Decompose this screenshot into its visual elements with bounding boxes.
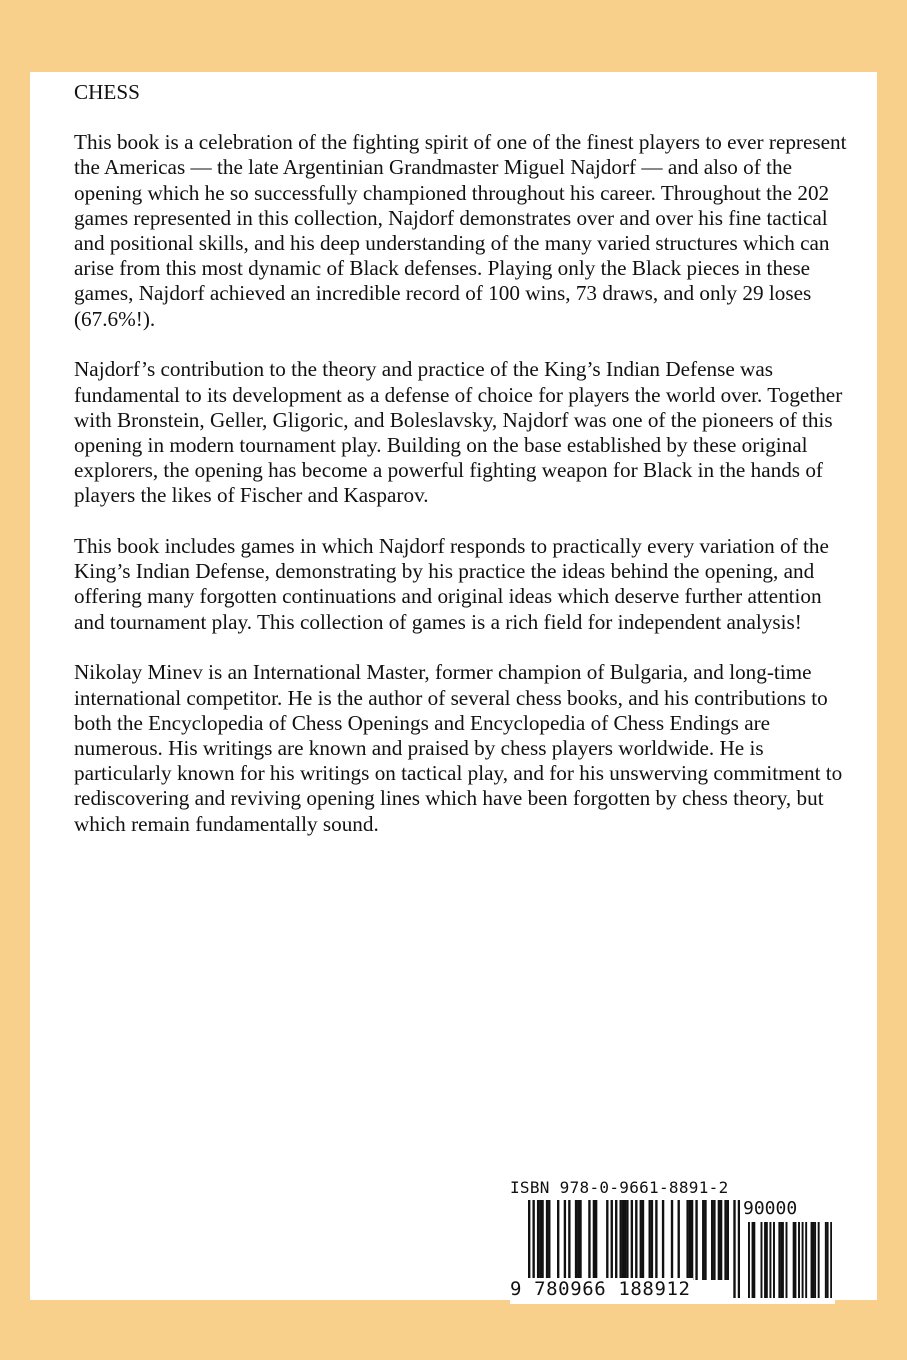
cover-top-band (0, 0, 907, 72)
cover-bottom-band (0, 1300, 907, 1360)
addon-barcode-bar (814, 1222, 816, 1298)
barcode-bar (738, 1200, 740, 1298)
isbn-barcode (510, 1176, 835, 1304)
addon-barcode-bar (830, 1222, 832, 1298)
barcode-bar (626, 1200, 628, 1280)
addon-barcode-bar (761, 1222, 763, 1298)
addon-barcode-bar (827, 1222, 829, 1298)
barcode-digits: 9 780966 188912 (510, 1278, 691, 1300)
addon-barcode-bar (811, 1222, 813, 1298)
barcode-bar (619, 1200, 621, 1280)
addon-barcode-bar (780, 1222, 782, 1298)
addon-barcode-bar (748, 1222, 750, 1298)
blurb-text (74, 80, 849, 862)
barcode-bar (615, 1200, 617, 1280)
barcode-bar (595, 1200, 597, 1280)
barcode-bar (678, 1200, 680, 1280)
barcode-bar (695, 1200, 697, 1280)
addon-barcode-bar (752, 1222, 754, 1298)
barcode-bar (702, 1200, 704, 1280)
barcode-bar (606, 1200, 608, 1280)
barcode-bar (671, 1200, 673, 1280)
barcode-bar (655, 1200, 657, 1280)
barcode-bar (577, 1200, 579, 1280)
barcode-bar (720, 1200, 722, 1280)
isbn-label: ISBN 978-0-9661-8891-2 (510, 1178, 729, 1197)
addon-barcode-bar (793, 1222, 795, 1298)
barcode-bar (640, 1200, 642, 1280)
barcode-bar (733, 1200, 735, 1298)
addon-barcode-bar (802, 1222, 804, 1298)
barcode-bar (622, 1200, 624, 1280)
addon-barcode-bar (818, 1222, 820, 1298)
blurb-paragraph-1: This book is a celebration of the fighting spirit of one of the finest players to ever represent the Americas — the late Argentinian Grandmaster Miguel Najdorf — and also of the opening which he so successfully championed throughout his career. Throughout the 202 games represented in this collection, Najdorf demonstrates over and over his fine tactical and positional skills, and his deep understanding of the many varied structures which can arise from this most dynamic of Black defenses. Playing only the Black pieces in these games, Najdorf achieved an incredible record of 100 wins, 73 draws, and only 29 loses (67.6%!). (74, 130, 847, 331)
addon-barcode-bar (794, 1222, 796, 1298)
barcode-bar (689, 1200, 691, 1280)
addon-barcode-bar (753, 1222, 755, 1298)
barcode-bar (541, 1200, 543, 1280)
barcode-bar (537, 1200, 539, 1280)
addon-barcode-bar (798, 1222, 800, 1298)
addon-barcode-bar (769, 1222, 771, 1298)
barcode-bar (579, 1200, 581, 1280)
barcode-bar (662, 1200, 664, 1280)
addon-barcode-bar (778, 1222, 780, 1298)
barcode-bar (548, 1200, 550, 1280)
barcode-bar (568, 1200, 570, 1280)
addon-barcode-bar (812, 1222, 814, 1298)
price-addon-code: 90000 (743, 1198, 798, 1219)
barcode-bar (575, 1200, 577, 1280)
barcode-bar (546, 1200, 548, 1280)
barcode-bar (593, 1200, 595, 1280)
author-bio: Nikolay Minev is an International Master, former champion of Bulgaria, and long-time international competitor. He is the author of several chess books, and his contributions to both the Encyclopedia of Chess Openings and Encyclopedia of Chess Endings are numerous. His writings are known and praised by chess players worldwide. He is particularly known for his writings on tactical play, and for his unswerving commitment to rediscovering and reviving opening lines which have been forgotten by chess theory, but which remain fundamentally sound. (74, 660, 843, 836)
addon-barcode-bar (782, 1222, 784, 1298)
barcode-bar (704, 1200, 706, 1280)
addon-barcode-bars-icon (748, 1222, 832, 1298)
barcode-bar (691, 1200, 693, 1280)
category-heading: CHESS (74, 80, 140, 104)
barcode-bar (588, 1200, 590, 1280)
barcode-bar (686, 1200, 688, 1280)
addon-barcode-bar (766, 1222, 768, 1298)
barcode-bar (727, 1200, 729, 1280)
barcode-bar (649, 1200, 651, 1280)
addon-barcode-bar (825, 1222, 827, 1298)
barcode-bar (718, 1200, 720, 1280)
barcode-bar (724, 1200, 726, 1280)
blurb-paragraph-2: Najdorf’s contribution to the theory and practice of the King’s Indian Defense was fundamental to its development as a defense of choice for players the world over. Together with Bronstein, Geller, Gligoric, and Boleslavsky, Najdorf was one of the pioneers of this opening in modern tournament play. Building on the base established by these original explorers, the opening has become a powerful fighting weapon for Black in the hands of players the likes of Fischer and Kasparov. (74, 357, 843, 508)
barcode-bar (642, 1200, 644, 1280)
barcode-bar (713, 1200, 715, 1280)
barcode-bar (611, 1200, 613, 1280)
addon-barcode-bar (764, 1222, 766, 1298)
barcode-bar (711, 1200, 713, 1280)
barcode-bar (624, 1200, 626, 1280)
barcode-bar (564, 1200, 566, 1280)
addon-barcode-bar (805, 1222, 807, 1298)
addon-barcode-bar (773, 1222, 775, 1298)
addon-barcode-bar (786, 1222, 788, 1298)
blurb-paragraph-3: This book includes games in which Najdorf responds to practically every variation of the King’s Indian Defense, demonstrating by his practice the ideas behind the opening, and offering many forgotten continuations and original ideas which deserve further attention and tournament play. This collection of games is a rich field for independent analysis! (74, 534, 829, 634)
barcode-bar (651, 1200, 653, 1280)
barcode-bar (557, 1200, 559, 1280)
barcode-bar (539, 1200, 541, 1280)
